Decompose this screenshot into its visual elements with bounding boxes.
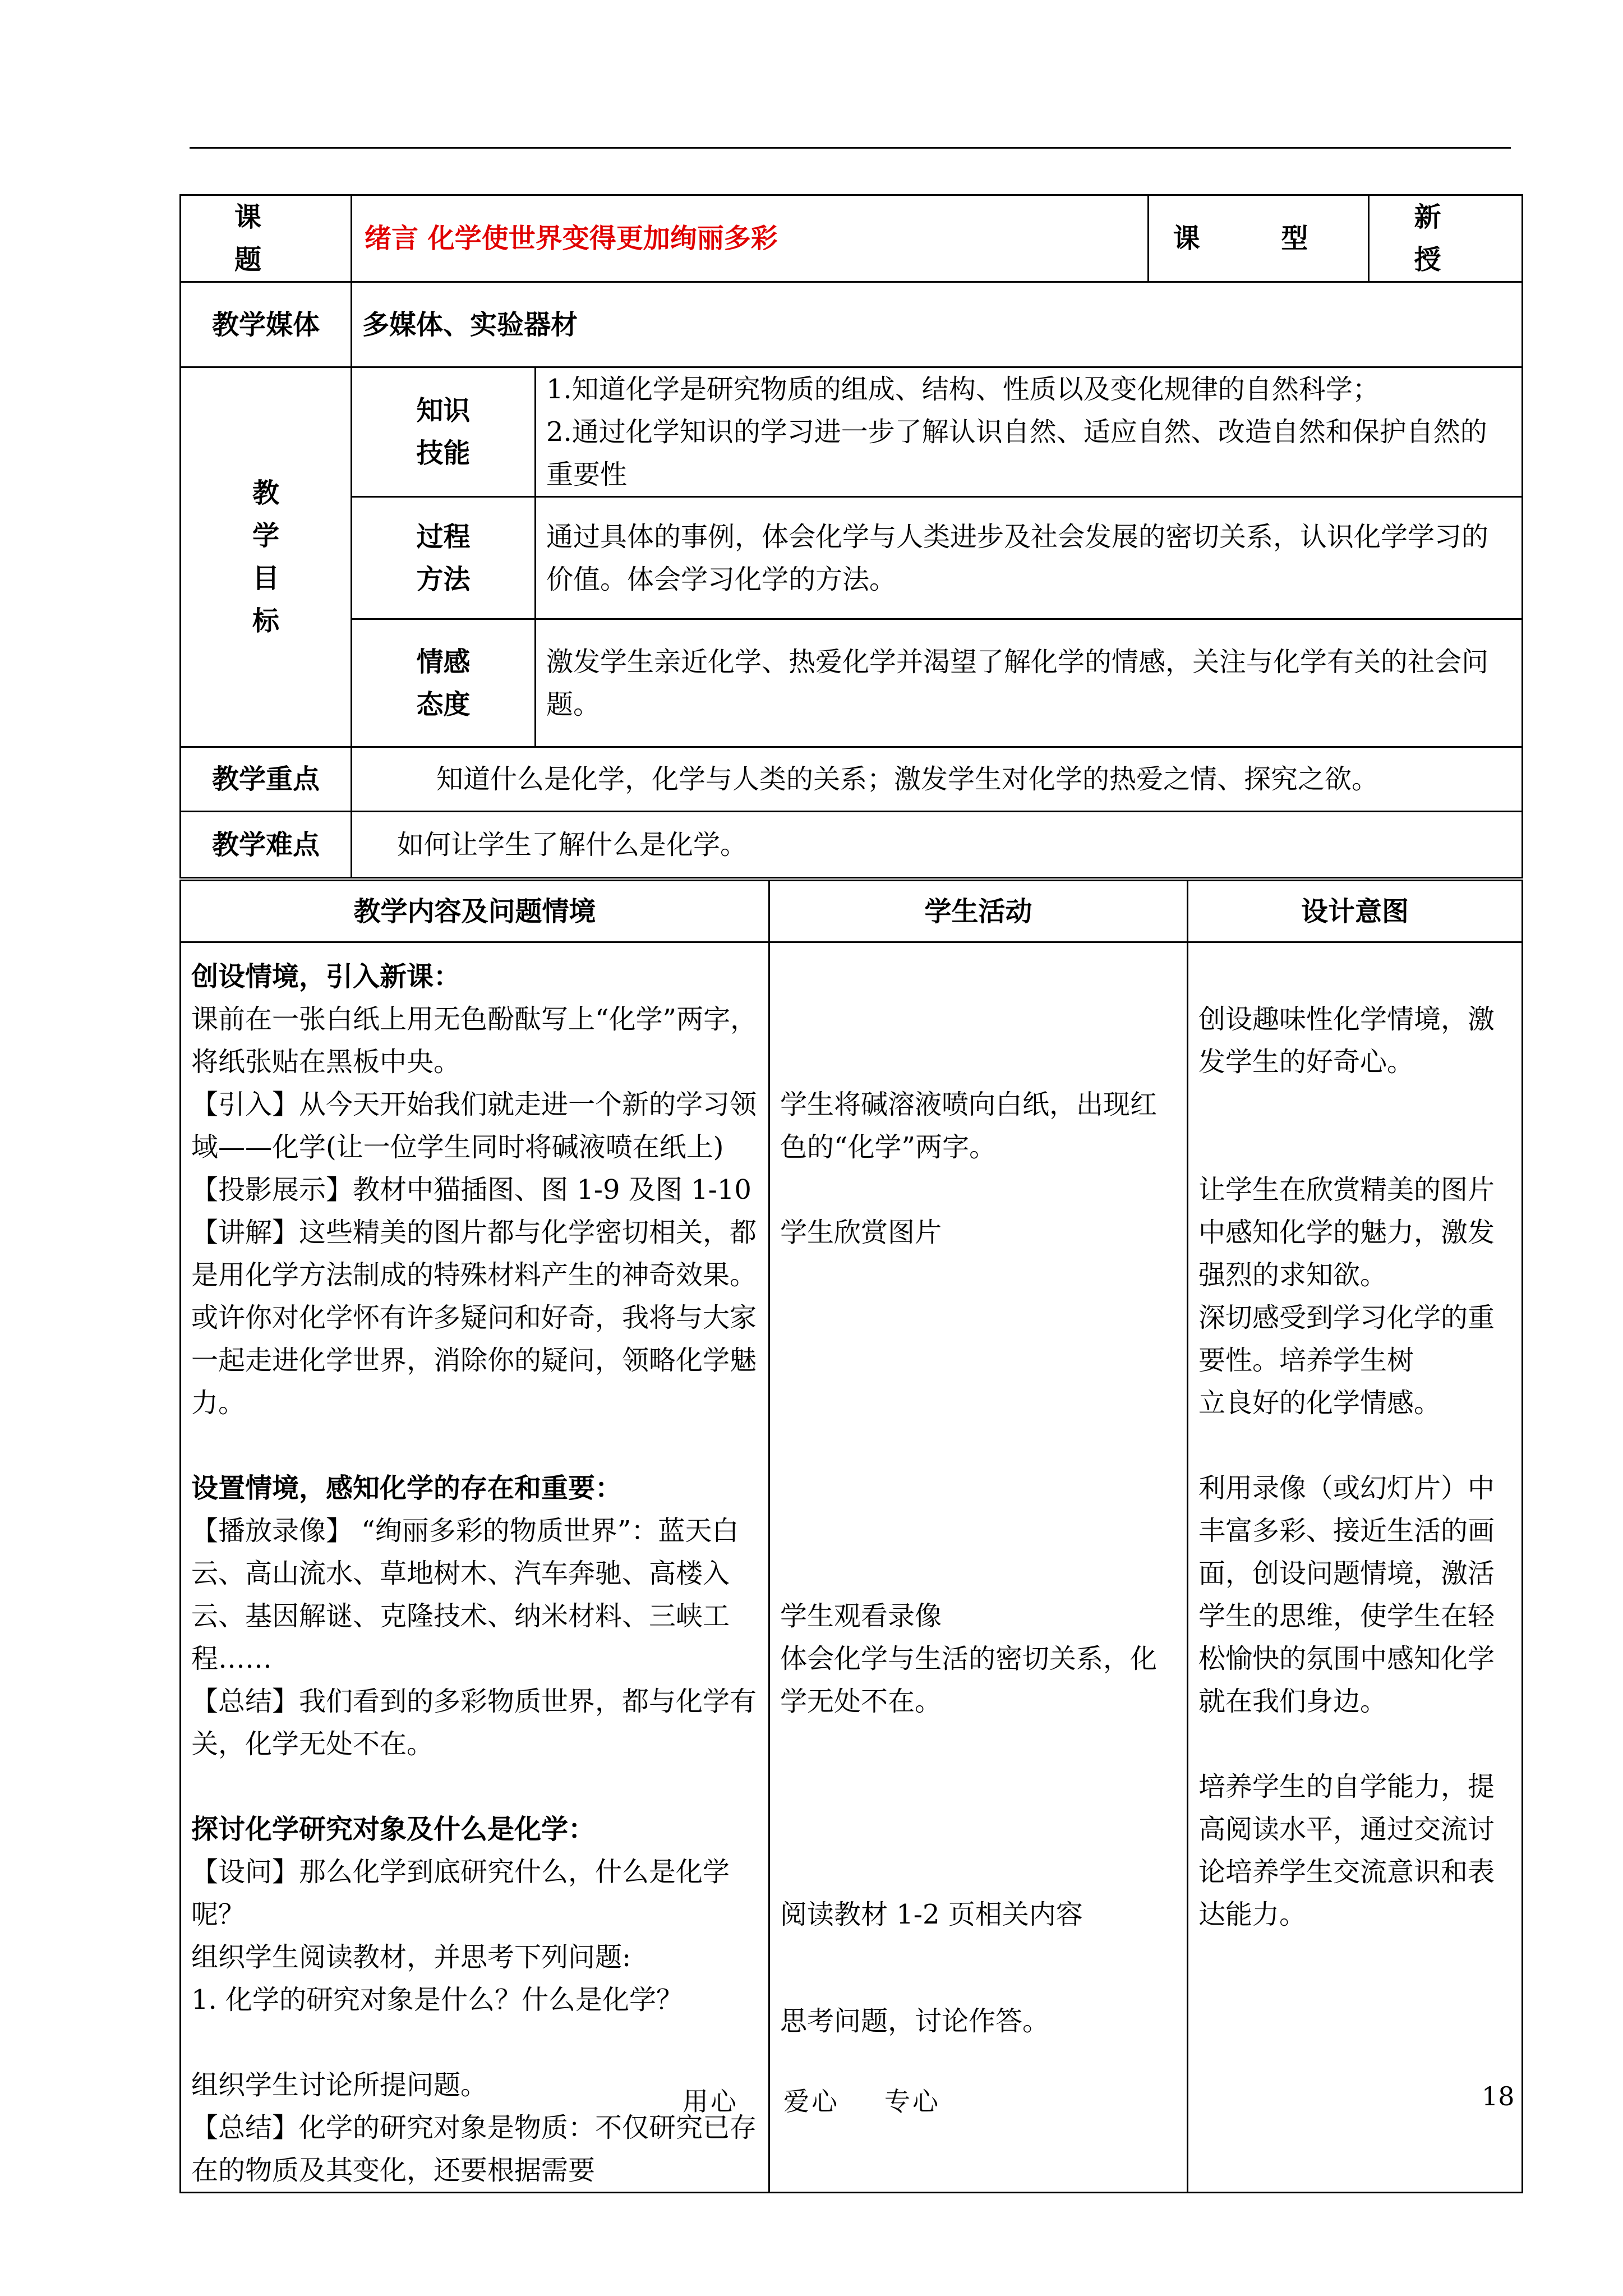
goal-label-knowledge: 知识 技能: [352, 367, 536, 497]
difficulty-value: 如何让学生了解什么是化学。: [352, 812, 1523, 878]
header-activity: 学生活动: [769, 881, 1188, 942]
activity-cell: 学生将碱溶液喷向白纸，出现红色的“化学”两字。 学生欣赏图片 学生观看录像 体会化学与生活的密切关系，化学无处不在。 阅读教材 1-2 页相关内容 思考问题，讨论作答。: [769, 942, 1188, 2193]
goal-label-emotion: 情感 态度: [352, 619, 536, 747]
goal-text-knowledge: 1.知道化学是研究物质的组成、结构、性质以及变化规律的自然科学； 2.通过化学知识的学习进一步了解认识自然、适应自然、改造自然和保护自然的重要性: [536, 367, 1523, 497]
intent-cell: 创设趣味性化学情境，激发学生的好奇心。 让学生在欣赏精美的图片中感知化学的魅力，激发强烈的求知欲。 深切感受到学习化学的重要性。培养学生树 立良好的化学情感。 利用录像（或幻灯片）中丰富多彩、接近生活的画面，创设问题情境，激活学生的思维，使学生在轻松愉快的氛围中感知化学就在我们身边。 培养学生的自学能力，提高阅读水平，通过交流讨论培养学生交流意识和表达能力。: [1188, 942, 1523, 2193]
media-value: 多媒体、实验器材: [352, 282, 1523, 367]
key-point-label: 教学重点: [181, 747, 352, 812]
title-label: 课 题: [181, 195, 352, 282]
difficulty-label: 教学难点: [181, 812, 352, 878]
goal-text-process: 通过具体的事例，体会化学与人类进步及社会发展的密切关系，认识化学学习的价值。体会学习化学的方法。: [536, 497, 1523, 619]
type-value: 新 授: [1369, 195, 1523, 282]
section-heading: 设置情境，感知化学的存在和重要：: [191, 1473, 623, 1504]
goals-label: 教 学 目 标: [181, 367, 352, 747]
content-cell: 创设情境，引入新课： 课前在一张白纸上用无色酚酞写上“化学”两字，将纸张贴在黑板中央。 【引入】从今天开始我们就走进一个新的学习领域——化学(让一位学生同时将碱液喷在纸上) 【投影展示】教材中猫插图、图 1-9 及图 1-10 【讲解】这些精美的图片都与化学密切相关，都是用化学方法制成的特殊材料产生的神奇效果。或许你对化学怀有许多疑问和好奇，我将与大家一起走进化学世界，消除你的疑问，领略化学魅力。 设置情境，感知化学的存在和重要： 【播放录像】 “绚丽多彩的物质世界”：蓝天白云、高山流水、草地树木、汽车奔驰、高楼入云、基因解谜、克隆技术、纳米材料、三峡工程…… 【总结】我们看到的多彩物质世界，都与化学有关，化学无处不在。 探讨化学研究对象及什么是化学： 【设问】那么化学到底研究什么，什么是化学呢？ 组织学生阅读教材，并思考下列问题: 1. 化学的研究对象是什么？什么是化学？ 组织学生讨论所提问题。 【总结】化学的研究对象是物质：不仅研究已存在的物质及其变化，还要根据需要: [181, 942, 769, 2193]
page-number: 18: [1482, 2081, 1515, 2111]
section-heading: 探讨化学研究对象及什么是化学：: [191, 1814, 596, 1845]
goal-text-emotion: 激发学生亲近化学、热爱化学并渴望了解化学的情感，关注与化学有关的社会问题。: [536, 619, 1523, 747]
footer-motto: 用心 爱心 专心: [683, 2086, 940, 2116]
section-heading: 创设情境，引入新课：: [191, 961, 461, 992]
type-label: 课 型: [1149, 195, 1369, 282]
media-label: 教学媒体: [181, 282, 352, 367]
lesson-title: 绪言 化学使世界变得更加绚丽多彩: [352, 195, 1149, 282]
header-intent: 设计意图: [1188, 881, 1523, 942]
teaching-process-table: [179, 880, 1523, 2193]
header-content: 教学内容及问题情境: [181, 881, 769, 942]
lesson-info-table: [179, 194, 1523, 878]
key-point-value: 知道什么是化学，化学与人类的关系；激发学生对化学的热爱之情、探究之欲。: [352, 747, 1523, 812]
header-rule: [190, 147, 1511, 149]
goal-label-process: 过程 方法: [352, 497, 536, 619]
